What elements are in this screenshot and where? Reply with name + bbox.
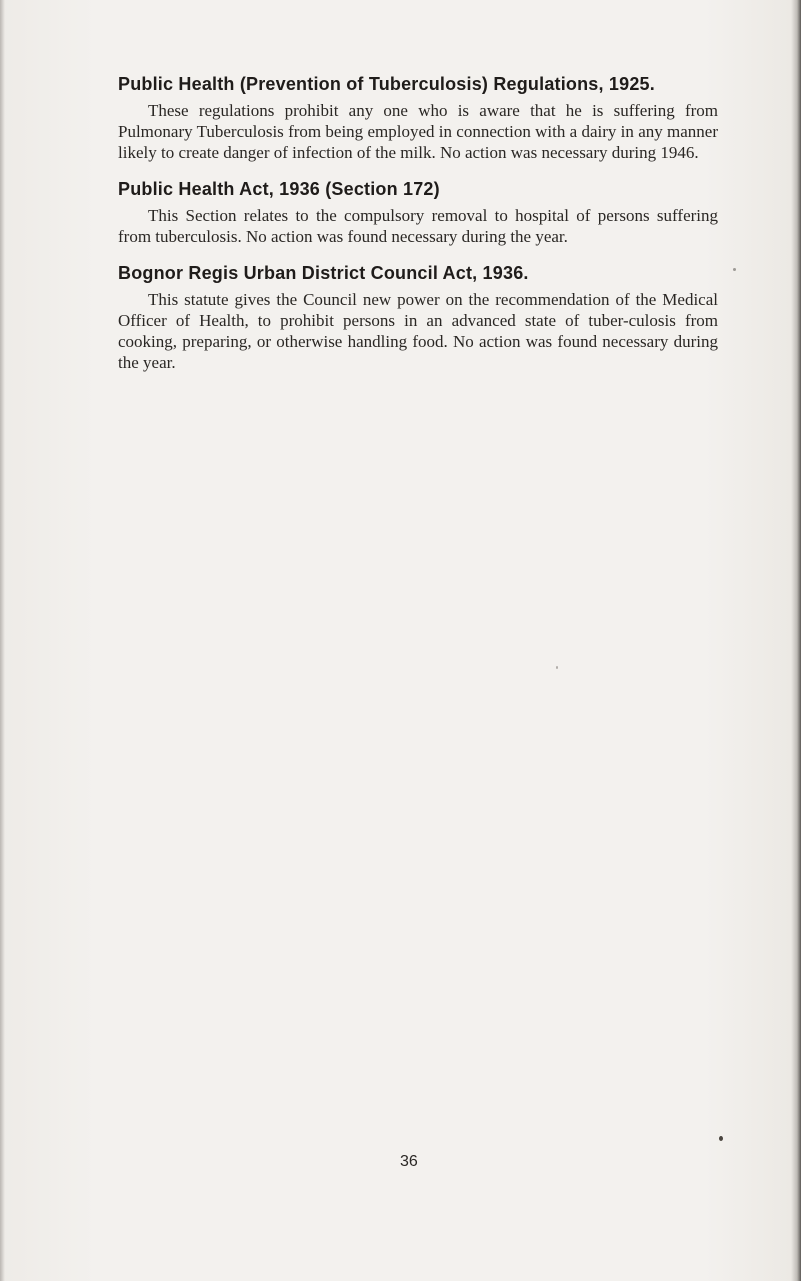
paper-speck (556, 666, 558, 669)
page-right-edge-shadow (791, 0, 801, 1281)
section-heading: Public Health Act, 1936 (Section 172) (118, 179, 440, 199)
paper-speck (719, 1136, 723, 1141)
section-body: This statute gives the Council new power on the recommendation of the Medical Officer of Health, to prohibit persons in an advanced state of tuber-culosis from cooking, preparing, or otherwise handling food. No action was found necessary during the year. (118, 290, 718, 372)
section-body: This Section relates to the compulsory removal to hospital of persons suffering from tuberculosis. No action was found necessary during the year. (118, 206, 718, 246)
section-bognor-regis-act (118, 261, 718, 373)
section-heading: Bognor Regis Urban District Council Act, 1936. (118, 263, 529, 283)
paper-speck (733, 268, 736, 271)
page-content (118, 72, 718, 387)
page-number: 36 (400, 1153, 418, 1170)
page-left-edge (0, 0, 5, 1281)
section-body: These regulations prohibit any one who is aware that he is suffering from Pulmonary Tuberculosis from being employed in connection with a dairy in any manner likely to create danger of infection of the milk. No action was necessary during 1946. (118, 101, 718, 162)
section-public-health-act (118, 177, 718, 247)
section-heading: Public Health (Prevention of Tuberculosis) Regulations, 1925. (118, 74, 655, 94)
section-tuberculosis-regulations (118, 72, 718, 163)
